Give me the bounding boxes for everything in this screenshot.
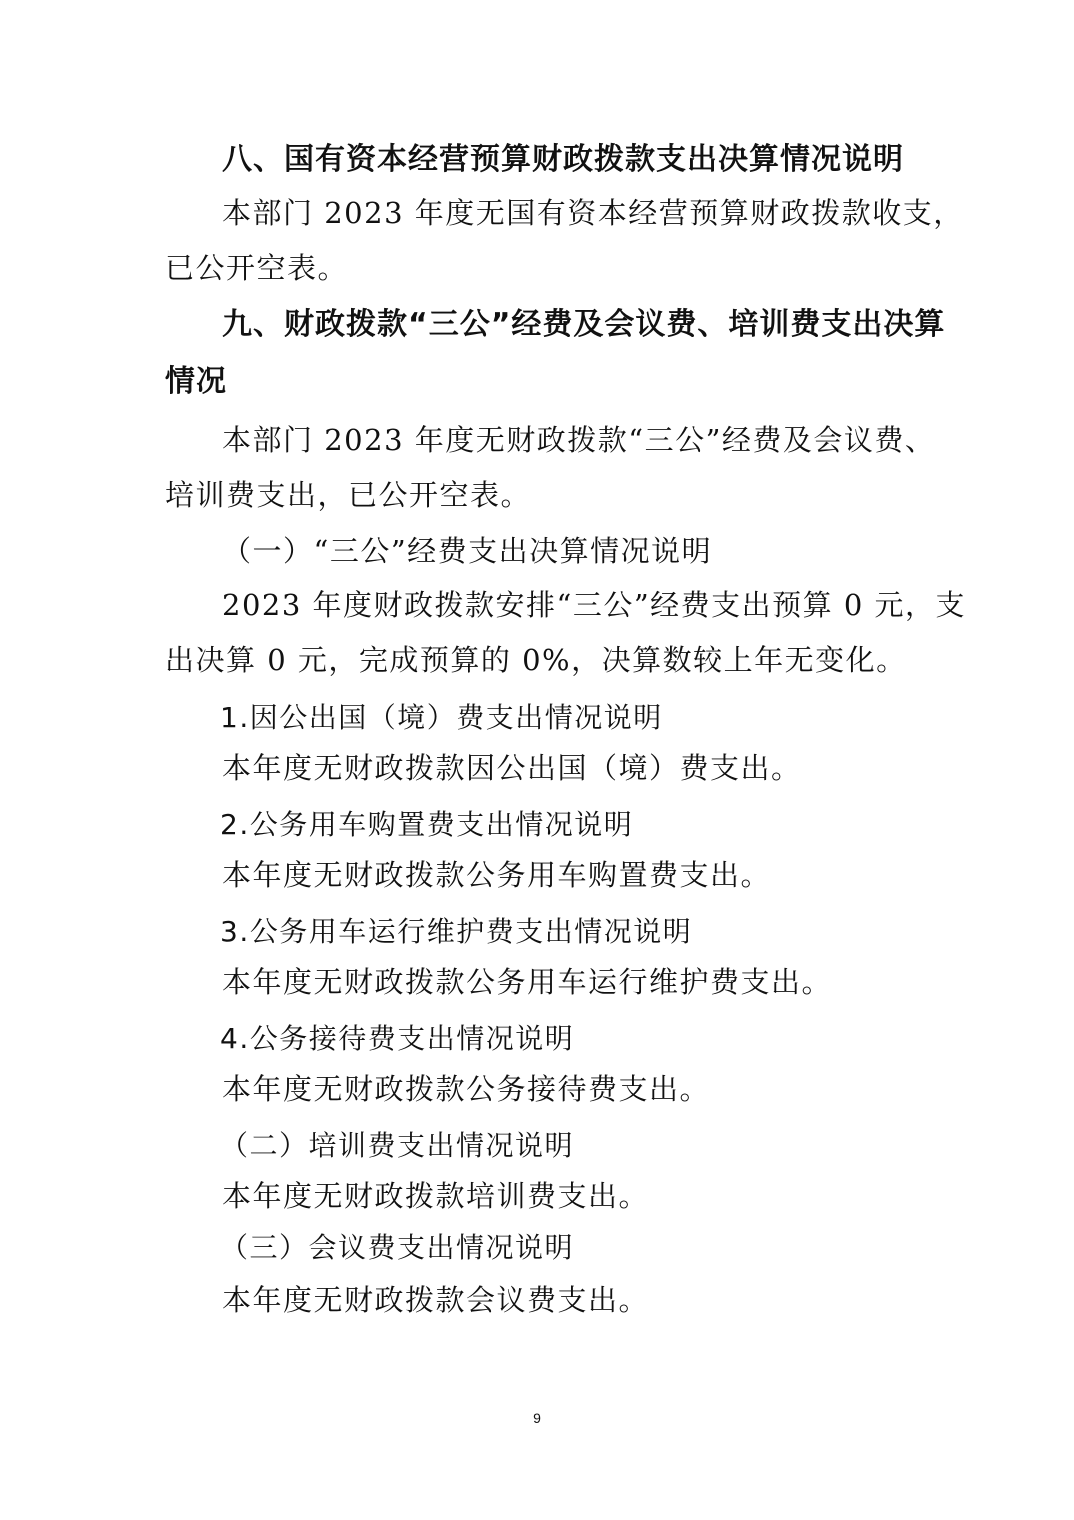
section-8-heading: 八、国有资本经营预算财政拨款支出决算情况说明 <box>222 142 904 177</box>
section-9-paragraph-line-2: 培训费支出，已公开空表。 <box>165 478 532 512</box>
page-number: 9 <box>533 1410 541 1426</box>
section-8-paragraph-line-1: 本部门 2023 年度无国有资本经营预算财政拨款收支， <box>222 196 964 230</box>
item-4-text: 本年度无财政拨款公务接待费支出。 <box>222 1072 711 1106</box>
subsection-3-text: 本年度无财政拨款会议费支出。 <box>222 1283 650 1317</box>
section-9-paragraph-line-1: 本部门 2023 年度无财政拨款“三公”经费及会议费、 <box>222 423 936 457</box>
section-8-paragraph-line-2: 已公开空表。 <box>165 251 349 285</box>
item-2-text: 本年度无财政拨款公务用车购置费支出。 <box>222 858 772 892</box>
subsection-1-heading: （一）“三公”经费支出决算情况说明 <box>222 534 713 568</box>
subsection-3-heading: （三）会议费支出情况说明 <box>220 1231 575 1264</box>
section-9-heading-line-1: 九、财政拨款“三公”经费及会议费、培训费支出决算 <box>222 307 946 342</box>
item-1-text: 本年度无财政拨款因公出国（境）费支出。 <box>222 751 802 785</box>
subsection-1-paragraph-line-1: 2023 年度财政拨款安排“三公”经费支出预算 0 元，支 <box>222 588 967 622</box>
subsection-1-paragraph-line-2: 出决算 0 元，完成预算的 0%，决算数较上年无变化。 <box>165 643 907 677</box>
item-2-heading: 2.公务用车购置费支出情况说明 <box>220 808 634 841</box>
item-1-heading: 1.因公出国（境）费支出情况说明 <box>220 701 663 734</box>
subsection-2-heading: （二）培训费支出情况说明 <box>220 1129 575 1162</box>
item-4-heading: 4.公务接待费支出情况说明 <box>220 1022 575 1055</box>
subsection-2-text: 本年度无财政拨款培训费支出。 <box>222 1179 650 1213</box>
item-3-text: 本年度无财政拨款公务用车运行维护费支出。 <box>222 965 833 999</box>
item-3-heading: 3.公务用车运行维护费支出情况说明 <box>220 915 693 948</box>
section-9-heading-line-2: 情况 <box>165 364 227 399</box>
